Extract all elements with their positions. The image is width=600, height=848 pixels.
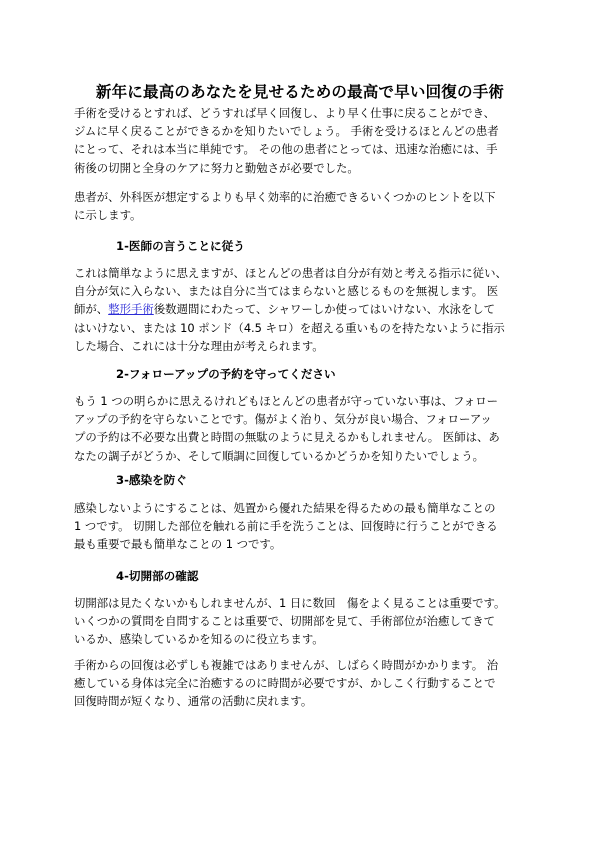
section-3-line: 1 つです。 切開した部位を触れる前に手を洗うことは、回復時に行うことができる	[74, 519, 498, 534]
section-1-line-suffix: 後数週間にわたって、シャワーしか使ってはいけない、水泳をして	[153, 302, 496, 317]
intro-line: にとって、それは本当に単純です。 その他の患者にとっては、迅速な治癒には、手	[74, 142, 498, 157]
cosmetic-surgery-link[interactable]: 整形手術	[108, 302, 154, 317]
section-1-line: した場合、これには十分な理由が考えられます。	[74, 338, 324, 353]
section-heading-1: 1-医師の言うことに従う	[116, 239, 245, 253]
page-title: 新年に最高のあなたを見せるための最高で早い回復の手術	[95, 83, 505, 102]
section-1-line: はいけない、または 10 ポンド（4.5 キロ）を超える重いものを持たないように指示	[74, 320, 505, 335]
intro2-line: に示します。	[74, 208, 142, 223]
section-4-line: 切開部は見たくないかもしれませんが、1 日に数回 傷をよく見ることは重要です。	[74, 596, 506, 610]
section-1-paragraph	[74, 264, 534, 355]
section-3-line: 感染しないようにすることは、処置から優れた結果を得るための最も簡単なことの	[74, 501, 496, 515]
section-1-line: 自分が気に入らない、または自分に当てはまらないと感じるものを無視します。 医	[74, 284, 499, 299]
section-2-line: プの予約は不必要な出費と時間の無駄のように見えるかもしれません。 医師は、あ	[74, 430, 500, 445]
section-3-line: 最も重要で最も簡単なことの 1 つです。	[74, 537, 282, 552]
section-2-paragraph	[74, 392, 534, 465]
section-4-line: いくつかの質問を自問することは重要で、切開部を見て、手術部位が治癒してきて	[74, 614, 495, 629]
intro-line: 手術を受けるとすれば、どうすれば早く回復し、より早く仕事に戻ることができ、	[74, 106, 495, 120]
closing-paragraph	[74, 656, 534, 711]
section-1-line	[74, 300, 534, 318]
closing-line: 手術からの回復は必ずしも複雑ではありませんが、しばらく時間がかかります。 治	[74, 658, 499, 672]
section-3-paragraph	[74, 499, 534, 554]
intro-paragraph	[74, 104, 534, 177]
intro-line: ジムに早く戻ることができるかを知りたいでしょう。 手術を受けるほとんどの患者	[74, 124, 499, 139]
section-heading-4: 4-切開部の確認	[116, 569, 199, 583]
closing-line: 癒している身体は完全に治癒するのに時間が必要ですが、かしこく行動することで	[74, 676, 496, 691]
closing-line: 回復時間が短くなり、通常の活動に戻れます。	[74, 694, 313, 709]
section-1-line-prefix: 師が、	[74, 302, 109, 317]
intro-paragraph-2	[74, 188, 534, 224]
section-2-line: なたの調子がどうか、そして順調に回復しているかどうかを知りたいでしょう。	[74, 448, 485, 463]
intro2-line: 患者が、外科医が想定するよりも早く効率的に治癒できるいくつかのヒントを以下	[74, 190, 496, 204]
section-heading-2: 2-フォローアップの予約を守ってください	[116, 367, 336, 381]
section-heading-3: 3-感染を防ぐ	[116, 473, 187, 487]
intro-line: 術後の切開と全身のケアに努力と勤勉さが必要でした。	[74, 160, 359, 175]
section-2-line: もう 1 つの明らかに思えるけれどもほとんどの患者が守っていない事は、フォロー	[74, 394, 498, 408]
section-4-paragraph	[74, 594, 534, 649]
section-2-line: アップの予約を守らないことです。傷がよく治り、気分が良い場合、フォローアッ	[74, 412, 492, 427]
section-1-line: これは簡単なように思えますが、ほとんどの患者は自分が有効と考える指示に従い、	[74, 266, 507, 280]
section-4-line: いるか、感染しているかを知るのに役立ちます。	[74, 632, 324, 647]
